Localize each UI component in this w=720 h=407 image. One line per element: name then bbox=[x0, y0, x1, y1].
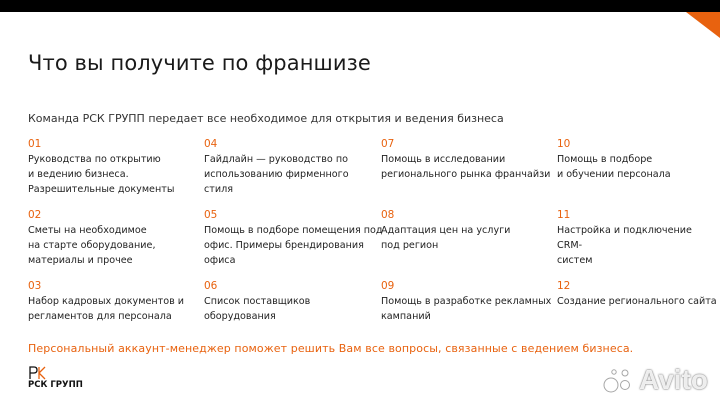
item-text: Настройка и подключение CRM- систем bbox=[557, 225, 692, 267]
item-text: Руководства по открытию и ведению бизнеса. Разрешительные документы bbox=[28, 154, 175, 196]
item-text: Помощь в исследовании регионального рынка франчайзи bbox=[381, 154, 551, 181]
rsk-logo bbox=[28, 366, 83, 390]
item-03 bbox=[28, 279, 184, 324]
item-number: 07 bbox=[381, 138, 395, 150]
item-number: 06 bbox=[204, 280, 218, 292]
item-04 bbox=[204, 137, 349, 198]
item-08 bbox=[381, 208, 510, 253]
item-text: Сметы на необходимое на старте оборудование, материалы и прочее bbox=[28, 225, 156, 267]
item-number: 04 bbox=[204, 138, 218, 150]
item-number: 11 bbox=[557, 209, 571, 221]
item-06 bbox=[204, 279, 310, 324]
item-number: 09 bbox=[381, 280, 395, 292]
orange-corner-accent bbox=[686, 12, 720, 38]
item-number: 10 bbox=[557, 138, 571, 150]
item-10 bbox=[557, 137, 671, 182]
rsk-logo-icon bbox=[28, 366, 48, 380]
item-11 bbox=[557, 208, 720, 269]
item-01 bbox=[28, 137, 174, 198]
item-02 bbox=[28, 208, 156, 269]
item-12 bbox=[557, 279, 717, 309]
item-text: Набор кадровых документов и регламентов для персонала bbox=[28, 296, 185, 323]
item-number: 03 bbox=[28, 280, 42, 292]
footer-note: Персональный аккаунт-менеджер поможет решить Вам все вопросы, связанные с ведением бизнеса. bbox=[28, 342, 634, 355]
item-number: 05 bbox=[204, 209, 218, 221]
item-text: Список поставщиков оборудования bbox=[204, 296, 311, 323]
item-text: Помощь в разработке рекламных кампаний bbox=[381, 296, 552, 323]
item-05 bbox=[204, 208, 383, 269]
item-number: 02 bbox=[28, 209, 42, 221]
item-07 bbox=[381, 137, 550, 182]
item-text: Создание регионального сайта bbox=[557, 296, 717, 307]
slide-title: Что вы получите по франшизе bbox=[28, 51, 371, 75]
item-09 bbox=[381, 279, 551, 324]
top-black-bar bbox=[0, 0, 720, 12]
avito-watermark-text: Avito bbox=[639, 364, 708, 395]
item-text: Гайдлайн — руководство по использованию фирменного стиля bbox=[204, 154, 349, 196]
item-text: Помощь в подборе помещения под офис. Примеры брендирования офиса bbox=[204, 225, 383, 267]
item-number: 12 bbox=[557, 280, 571, 292]
item-text: Адаптация цен на услуги под регион bbox=[381, 225, 511, 252]
logo-text: РСК ГРУПП bbox=[28, 380, 83, 390]
slide-subtitle: Команда РСК ГРУПП передает все необходимое для открытия и ведения бизнеса bbox=[28, 112, 504, 125]
item-text: Помощь в подборе и обучении персонала bbox=[557, 154, 671, 181]
item-number: 01 bbox=[28, 138, 42, 150]
avito-dots-icon bbox=[603, 366, 635, 394]
item-number: 08 bbox=[381, 209, 395, 221]
avito-watermark bbox=[603, 364, 708, 396]
